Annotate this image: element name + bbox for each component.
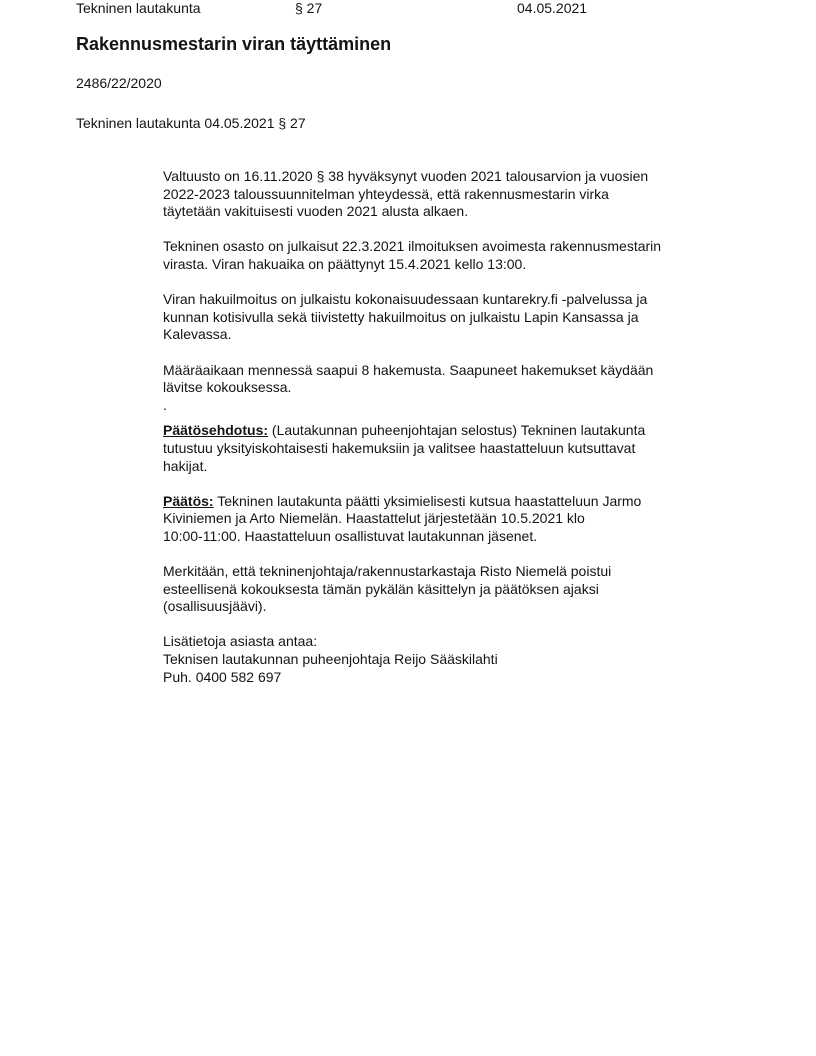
paragraph-decision [163, 493, 743, 546]
text-line [163, 493, 743, 511]
stray-dot-line: . [163, 396, 167, 413]
paragraph-announcement [163, 238, 743, 273]
contact-phone: Puh. 0400 582 697 [163, 668, 282, 685]
text-line: Kiviniemen ja Arto Niemelän. Haastattelut järjestetään 10.5.2021 klo [163, 510, 585, 527]
text-line: hakijat. [163, 457, 208, 474]
contact-person: Teknisen lautakunnan puheenjohtaja Reijo Sääskilahti [163, 651, 498, 668]
paragraph-applications [163, 362, 743, 397]
paragraph-publication [163, 291, 743, 344]
text-line: tutustuu yksityiskohtaisesti hakemuksiin ja valitsee haastatteluun kutsuttavat [163, 439, 636, 456]
text-line [163, 422, 743, 440]
decision-label: Päätös: [163, 492, 214, 509]
header-committee-name: Tekninen lautakunta [76, 0, 201, 16]
meeting-reference: Tekninen lautakunta 04.05.2021 § 27 [76, 115, 306, 131]
paragraph-decision-proposal [163, 422, 743, 475]
text-line: 2022-2023 taloussuunnitelman yhteydessä, että rakennusmestarin virka [163, 185, 609, 202]
document-title: Rakennusmestarin viran täyttäminen [76, 34, 392, 54]
decision-proposal-text: (Lautakunnan puheenjohtajan selostus) Tekninen lautakunta [268, 422, 646, 439]
text-line: esteellisenä kokouksesta tämän pykälän käsittelyn ja päätöksen ajaksi [163, 580, 599, 597]
text-line: 10:00-11:00. Haastatteluun osallistuvat lautakunnan jäsenet. [163, 527, 538, 544]
paragraph-disqualification-note [163, 563, 743, 616]
header-section-number: § 27 [295, 0, 323, 16]
contact-heading: Lisätietoja asiasta antaa: [163, 633, 318, 650]
text-line: kunnan kotisivulla sekä tiivistetty hakuilmoitus on julkaistu Lapin Kansassa ja [163, 308, 639, 325]
paragraph-contact-info [163, 633, 743, 686]
text-line: täytetään vakituisesti vuoden 2021 alusta alkaen. [163, 203, 469, 220]
text-line: lävitse kokouksessa. [163, 379, 292, 396]
text-line: Tekninen osasto on julkaisut 22.3.2021 ilmoituksen avoimesta rakennusmestarin [163, 238, 662, 255]
text-line: Merkitään, että tekninenjohtaja/rakennustarkastaja Risto Niemelä poistui [163, 563, 612, 580]
header-date: 04.05.2021 [517, 0, 588, 16]
text-line: (osallisuusjäävi). [163, 598, 267, 615]
text-line: Määräaikaan mennessä saapui 8 hakemusta. Saapuneet hakemukset käydään [163, 361, 654, 378]
text-line: Kalevassa. [163, 326, 232, 343]
text-line: virasta. Viran hakuaika on päättynyt 15.4.2021 kello 13:00. [163, 255, 527, 272]
decision-proposal-label: Päätösehdotus: [163, 422, 269, 439]
text-line: Viran hakuilmoitus on julkaistu kokonaisuudessaan kuntarekry.fi -palvelussa ja [163, 291, 648, 308]
decision-text: Tekninen lautakunta päätti yksimielisesti kutsua haastatteluun Jarmo [213, 492, 642, 509]
case-number: 2486/22/2020 [76, 75, 162, 91]
paragraph-background [163, 168, 743, 221]
document-body [163, 168, 743, 704]
text-line: Valtuusto on 16.11.2020 § 38 hyväksynyt vuoden 2021 talousarvion ja vuosien [163, 168, 649, 184]
